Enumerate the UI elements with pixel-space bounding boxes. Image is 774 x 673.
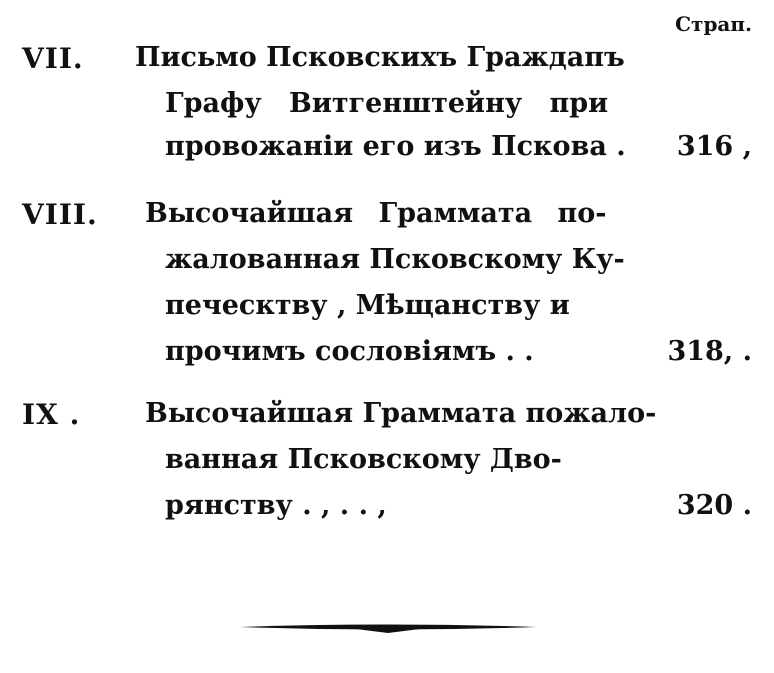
entry-title-line: жалованная Псковскому Ку- [165, 244, 625, 275]
page-column-label: Страп. [675, 12, 752, 36]
entry-title-line: прочимъ сословіямъ . . [165, 336, 534, 367]
entry-page-number: 320 . [676, 490, 752, 521]
entry-title-line: рянству . , . . , [165, 490, 387, 521]
decorative-rule [240, 620, 536, 634]
entry-title-line: Графу Витгенштейну при [165, 88, 609, 119]
entry-page-number: 318, . [667, 336, 752, 367]
entry-title-line: печесктву , Мѣщанству и [165, 290, 570, 321]
entry-title-line: Высочайшая Граммата пожало- [145, 398, 657, 429]
entry-number: VIII. [22, 198, 98, 231]
entry-title-line: ванная Псковскому Дво- [165, 444, 562, 475]
entry-title-line: Письмо Псковскихъ Граждапъ [135, 42, 625, 73]
entry-page-number: 316 , [676, 131, 752, 162]
entry-title-line: провожаніи его изъ Пскова . [165, 131, 626, 162]
entry-number: VII. [22, 42, 84, 75]
entry-title-line: Высочайшая Граммата по- [145, 198, 607, 229]
entry-number: IX . [22, 398, 81, 431]
